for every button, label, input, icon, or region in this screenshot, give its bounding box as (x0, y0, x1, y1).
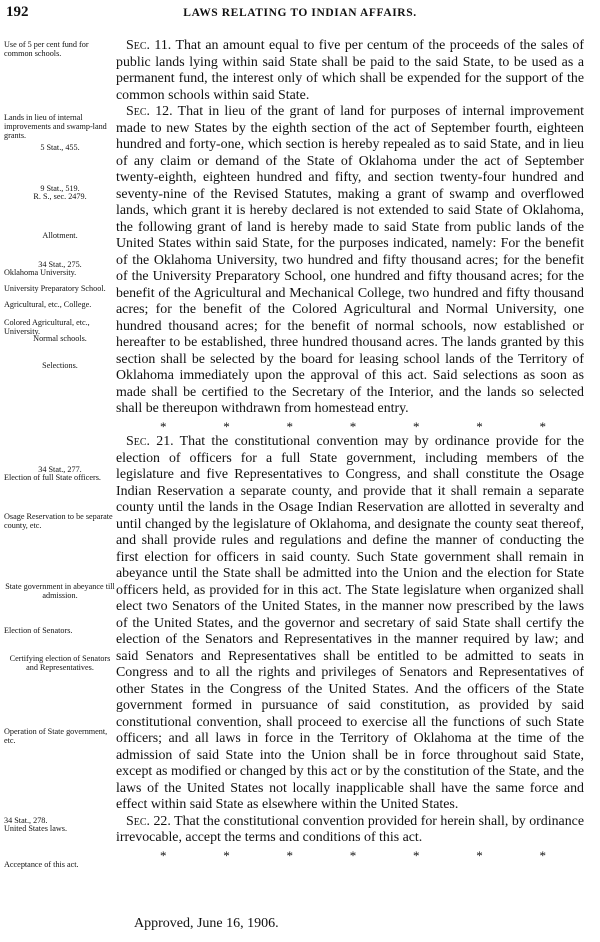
separator-star: * (413, 847, 420, 863)
margin-note: Osage Reservation to be separate county, etc. (4, 512, 113, 530)
margin-note: Oklahoma University. (4, 268, 77, 277)
page-header (0, 4, 600, 26)
section-22 (116, 814, 584, 847)
section-separator (116, 418, 584, 435)
margin-note: 34 Stat., 277. (38, 465, 82, 474)
section-label: Sec. 11. (126, 38, 172, 53)
section-text: That the constitutional convention provided for herein shall, by ordinance irrevocable, accept the terms and conditions of this act. (116, 813, 584, 845)
margin-note: Operation of State government, etc. (4, 727, 108, 745)
margin-note: 34 Stat., 278. (4, 816, 48, 825)
separator-star: * (223, 847, 230, 863)
separator-star: * (160, 847, 167, 863)
margin-note: Lands in lieu of internal improvements and swamp-land grants. (4, 113, 107, 140)
separator-star: * (349, 418, 357, 434)
section-text: That the constitutional convention may by ordinance provide for the election of officers for a full State government, including members of the legislature and five Representatives to Congress, and shall constitute the Osage Indian Reservation a separate county, and provide that it shall remain a separate county until the lands in the Osage Indian Reservation are allotted in severalty and until changed by the legislature of Oklahoma, and designate the county seat thereof, and shall provide rules and regulations and define the manner of conducting the first election for officers in said county. Such State government shall remain in abeyance until the State shall be admitted into the Union and the election for State officers held, as provided for in this act. The State legislature when organized shall elect two Senators of the United States, in the manner now prescribed by the laws of the United States, and the governor and secretary of said State shall certify the election of the Senators and Representatives in the manner required by law; and said Senators and Representatives shall be entitled to be admitted to seats in Congress and to all the rights and privileges of Senators and Representatives of other States in the Congress of the United States. And the officers of the State government formed in pursuance of said constitution, as provided by said constitutional convention, shall proceed to exercise all the functions of such State officers; and all laws in force in the Territory of Oklahoma at the time of the admission of said State into the Union shall be in force throughout said State, except as modified or changed by this act or by the constitution of the State, and the laws of the United States not locally inapplicable shall have the same force and effect within said State as elsewhere within the United States. (116, 434, 584, 812)
margin-note: 34 Stat., 275. (38, 260, 82, 269)
separator-star: * (286, 847, 293, 863)
separator-star: * (349, 847, 357, 863)
section-text: That an amount equal to five per centum of the proceeds of the sales of public lands lying within said State shall be paid to the said State, to be used as a permanent fund, the interest only of which shall be expended for the support of the common schools within said State. (116, 38, 584, 103)
margin-note: Normal schools. (33, 334, 87, 343)
separator-star: * (476, 847, 483, 863)
separator-star: * (286, 418, 293, 434)
separator-star: * (413, 418, 420, 434)
page-number: 192 (6, 4, 29, 20)
margin-note: Agricultural, etc., College. (4, 300, 92, 309)
section-label: Sec. 21. (126, 434, 174, 449)
margin-note: Selections. (42, 361, 78, 370)
separator-star: * (160, 418, 167, 434)
margin-note: Use of 5 per cent fund for common schools. (4, 40, 89, 58)
section-21 (116, 434, 584, 814)
margin-note: Election of full State officers. (4, 473, 101, 482)
margin-note: Election of Senators. (4, 626, 73, 635)
separator-star: * (539, 418, 546, 434)
section-label: Sec. 12. (126, 104, 173, 119)
margin-note: Allotment. (42, 231, 78, 240)
margin-note: R. S., sec. 2479. (33, 192, 87, 201)
margin-note: Certifying election of Senators and Representatives. (9, 654, 111, 672)
section-text: That in lieu of the grant of land for purposes of internal improvement made to new States by the eighth section of the act of September fourth, eighteen hundred and forty-one, which section is hereby repealed as to said State, and in lieu of any claim or demand of the State of Oklahoma under the act of September twenty-eighth, eighteen hundred and fifty, and section twenty-four hundred and seventy-nine of the Revised Statutes, making a grant of swamp and overflowed lands, which grant it is hereby declared is not extended to said State of Oklahoma, the following grant of land is hereby made to said State from public lands of the United States within said State, for the purposes indicated, namely: For the benefit of the Oklahoma University, two hundred and fifty thousand acres; for the benefit of the University Preparatory School, one hundred and fifty thousand acres; for the benefit of the Agricultural and Mechanical College, two hundred and fifty thousand acres; for the benefit of the Colored Agricultural and Normal University, one hundred thousand acres; for the benefit of normal schools, now established or hereafter to be established, three hundred thousand acres. The lands granted by this section shall be selected by the board for leasing school lands of the Territory of Oklahoma immediately upon the approval of this act. Said selections as soon as made shall be certified to the Secretary of the Interior, and the lands so selected shall be thereupon withdrawn from homestead entry. (116, 104, 584, 416)
section-label: Sec. 22. (126, 813, 171, 829)
separator-star: * (539, 847, 546, 863)
section-12 (116, 104, 584, 418)
running-head: LAWS RELATING TO INDIAN AFFAIRS. (183, 7, 417, 19)
margin-note: United States laws. (4, 824, 67, 833)
margin-note: State government in abeyance till admission. (5, 582, 115, 600)
margin-note: 9 Stat., 519. (40, 184, 80, 193)
separator-star: * (223, 418, 230, 434)
section-11 (116, 38, 584, 104)
body-text (116, 38, 584, 863)
approval-date: Approved, June 16, 1906. (134, 916, 279, 931)
margin-note: Colored Agricultural, etc., University. (4, 318, 90, 336)
separator-star: * (476, 418, 483, 434)
margin-note: 5 Stat., 455. (40, 143, 80, 152)
section-separator (116, 847, 584, 864)
margin-note: Acceptance of this act. (4, 860, 79, 869)
margin-note: University Preparatory School. (4, 284, 106, 293)
